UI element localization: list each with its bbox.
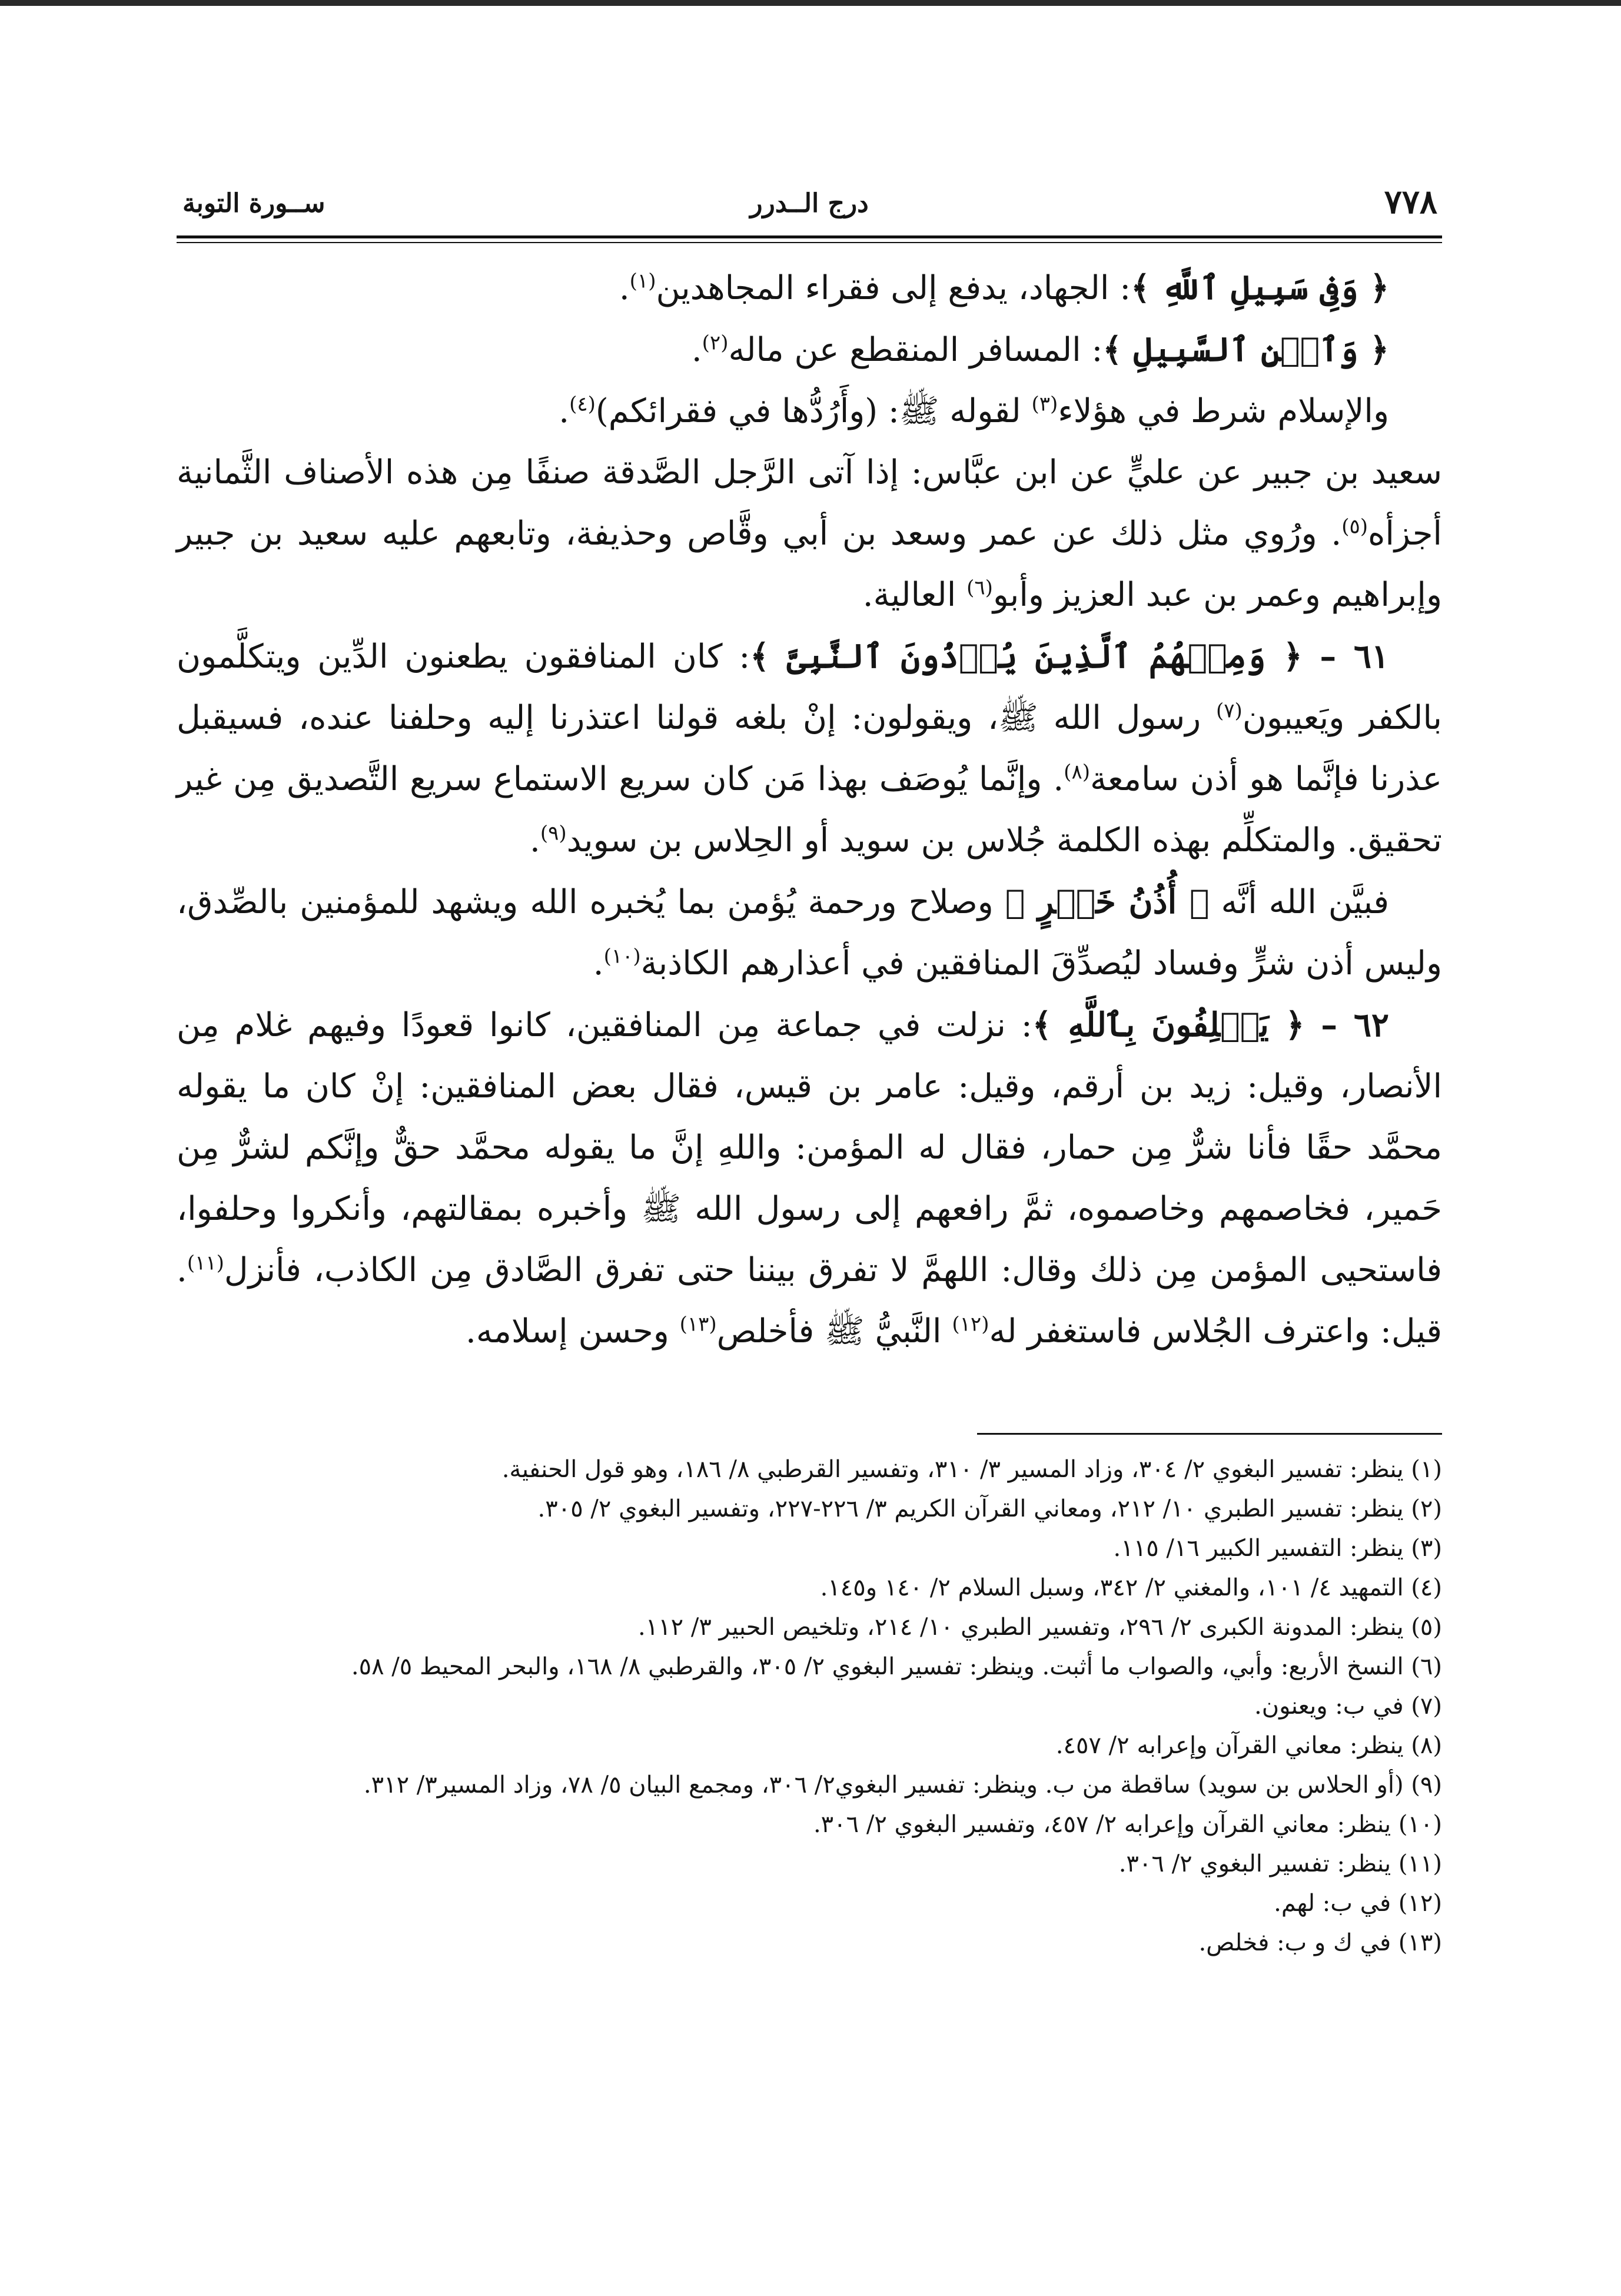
running-head xyxy=(177,177,1442,233)
footnote-item: (٧) في ب: ويعنون. xyxy=(1254,1693,1442,1720)
sentence-end: . xyxy=(530,821,540,860)
quran-verse: ﴿ يَحۡلِفُونَ بِٱللَّهِ ﴾ xyxy=(1032,1006,1305,1044)
commentary-text: العالية. xyxy=(862,576,967,614)
commentary-text: والإسلام شرط في هؤلاء xyxy=(1058,392,1389,430)
verse-number: ٦٢ – xyxy=(1304,1006,1389,1044)
paragraph-said-ibn-jubayr xyxy=(177,442,1442,626)
book-title: درج الــدرر xyxy=(750,188,869,218)
quran-verse: ﴿ وَٱبۡنِ ٱلسَّبِيلِ ﴾ xyxy=(1102,330,1389,369)
footnote-item: (١١) ينظر: تفسير البغوي ٢/ ٣٠٦. xyxy=(1118,1850,1442,1877)
book-page xyxy=(177,177,1442,2237)
footnote-item: (١٣) في ك و ب: فخلص. xyxy=(1198,1929,1442,1956)
quran-verse: ﴿ أُذُنُ خَيۡرٍ ﴾ xyxy=(1005,882,1210,921)
paragraph-verse-62 xyxy=(177,994,1442,1362)
footnote-ref: (٢) xyxy=(702,331,729,355)
commentary-text: وحسن إسلامه. xyxy=(466,1312,680,1351)
commentary-text: النَّبيُّ ﷺ فأخلص xyxy=(716,1312,952,1351)
footnote-item: (٣) ينظر: التفسير الكبير ١٦/ ١١٥. xyxy=(1113,1535,1442,1562)
footnote-separator xyxy=(977,1433,1442,1435)
commentary-text: . قيل: واعترف الجُلاس فاستغفر له xyxy=(177,1251,1442,1351)
paragraph-verse-61 xyxy=(177,626,1442,871)
footnote-ref: (٩) xyxy=(540,821,567,845)
page-number: ٧٧٨ xyxy=(1384,183,1437,221)
main-text xyxy=(177,257,1442,1362)
footnote-item: (١٢) في ب: لهم. xyxy=(1274,1890,1442,1917)
verse-number: ٦١ – xyxy=(1302,637,1389,676)
paragraph-fi-sabilillah xyxy=(177,257,1442,319)
footnote-item: (٨) ينظر: معاني القرآن وإعرابه ٢/ ٤٥٧. xyxy=(1055,1732,1442,1759)
footnote-ref: (١٢) xyxy=(952,1312,989,1336)
commentary-text: فبيَّن الله أنَّه xyxy=(1209,883,1390,921)
footnote-ref: (٦) xyxy=(966,576,993,600)
footnotes-list xyxy=(177,1450,1442,1963)
footnote-ref: (١١) xyxy=(187,1251,224,1275)
footnote-ref: (١) xyxy=(629,269,656,293)
paragraph-islam-condition xyxy=(177,381,1442,442)
header-rule xyxy=(177,235,1442,238)
footnote-item: (٩) (أو الحلاس بن سويد) ساقطة من ب. وينظر: تفسير البغوي٢/ ٣٠٦، ومجمع البيان ٥/ ٧٨، وزاد المسير٣/ ٣١٢. xyxy=(363,1771,1442,1799)
commentary-text: سعيد بن جبير عن عليٍّ عن ابن عبَّاس: إذا آتى الرَّجل الصَّدقة صنفًا مِن هذه الأصناف الثَّمانية أجزأه xyxy=(177,453,1442,553)
footnote-item: (٦) النسخ الأربع: وأبي، والصواب ما أثبت. وينظر: تفسير البغوي ٢/ ٣٠٥، والقرطبي ٨/ ١٦٨، والبحر المحيط ٥/ ٥٨. xyxy=(351,1653,1442,1680)
commentary-text: وصلاح ورحمة يُؤمن بما يُخبره الله ويشهد للمؤمنين بالصِّدق، وليس أذن شرٍّ وفساد ليُصدِّقَ المنافقين في أعذارهم الكاذبة xyxy=(177,883,1442,983)
footnote-ref: (٣) xyxy=(1031,392,1058,416)
footnote-item: (١) ينظر: تفسير البغوي ٢/ ٣٠٤، وزاد المسير ٣/ ٣١٠، وتفسير القرطبي ٨/ ١٨٦، وهو قول الحنفية. xyxy=(501,1456,1442,1483)
surah-title: ســورة التوبة xyxy=(182,188,325,218)
commentary-text: : كان المنافقون يطعنون الدِّين ويتكلَّمون بالكفر ويَعيبون xyxy=(177,638,1442,737)
footnote-ref: (٤) xyxy=(569,392,596,416)
sentence-end: . xyxy=(559,392,570,430)
footnote-ref: (٧) xyxy=(1216,699,1243,723)
footnote-item: (٢) ينظر: تفسير الطبري ١٠/ ٢١٢، ومعاني القرآن الكريم ٣/ ٢٢٦-٢٢٧، وتفسير البغوي ٢/ ٣٠٥. xyxy=(537,1495,1442,1522)
commentary-text: . ورُوي مثل ذلك عن عمر وسعد بن أبي وقَّاص وحذيفة، وتابعهم عليه سعيد بن جبير وإبراهيم وعمر بن عبد العزيز وأبو xyxy=(177,515,1442,614)
commentary-text: : المسافر المنقطع عن ماله xyxy=(728,331,1103,369)
footnote-item: (١٠) ينظر: معاني القرآن وإعرابه ٢/ ٤٥٧، وتفسير البغوي ٢/ ٣٠٦. xyxy=(813,1811,1442,1838)
paragraph-udhun-khayr xyxy=(177,871,1442,994)
footnote-ref: (١٠) xyxy=(603,944,641,968)
sentence-end: . xyxy=(593,944,604,983)
commentary-text: : نزلت في جماعة مِن المنافقين، كانوا قعودًا وفيهم غلام مِن الأنصار، وقيل: زيد بن أرقم، وقيل: عامر بن قيس، فقال بعض المنافقين: إنْ كان ما يقوله محمَّد حقًا فأنا شرٌّ مِن حمار، فقال له المؤمن: واللهِ إنَّ ما يقوله محمَّد حقٌّ وإنَّكم لشرٌّ مِن حَمير، فخاصمهم وخاصموه، ثمَّ رافعهم إلى رسول الله ﷺ وأخبره بمقالتهم، وأنكروا وحلفوا، فاستحيى المؤمن مِن ذلك وقال: اللهمَّ لا تفرق بيننا حتى تفرق الصَّادق مِن الكاذب، فأنزل xyxy=(177,1006,1442,1289)
commentary-text: . وإنَّما يُوصَف بهذا مَن كان سريع الاستماع سريع التَّصديق مِن غير تحقيق. والمتكلِّم بهذه الكلمة جُلاس بن سويد أو الحِلاس بن سويد xyxy=(177,760,1442,860)
quran-verse: ﴿ وَمِنۡهُمُ ٱلَّذِينَ يُؤۡذُونَ ٱلنَّبِىَّ ﴾ xyxy=(750,637,1303,676)
footnote-ref: (٥) xyxy=(1341,515,1368,539)
commentary-text: : الجهاد، يدفع إلى فقراء المجاهدين xyxy=(656,269,1131,307)
sentence-end: . xyxy=(691,331,702,369)
commentary-text: رسول الله ﷺ، ويقولون: إنْ بلغه قولنا اعتذرنا إليه وحلفنا عنده، فسيقبل عذرنا فإنَّما هو أذن سامعة xyxy=(177,699,1442,798)
commentary-text: لقوله ﷺ: (وأَرُدُّها في فقرائكم) xyxy=(595,392,1032,430)
footnote-item: (٤) التمهيد ٤/ ١٠١، والمغني ٢/ ٣٤٢، وسبل السلام ٢/ ١٤٠ و١٤٥. xyxy=(820,1574,1442,1601)
quran-verse: ﴿ وَفِى سَبِيلِ ٱللَّهِ ﴾ xyxy=(1131,268,1389,307)
footnote-ref: (٨) xyxy=(1064,760,1090,784)
footnote-ref: (١٣) xyxy=(679,1312,717,1336)
paragraph-ibn-sabil xyxy=(177,319,1442,381)
sentence-end: . xyxy=(619,269,630,307)
footnote-item: (٥) ينظر: المدونة الكبرى ٢/ ٢٩٦، وتفسير الطبري ١٠/ ٢١٤، وتلخيص الحبير ٣/ ١١٢. xyxy=(637,1614,1442,1641)
scan-edge xyxy=(0,0,1621,6)
header-rule-thin xyxy=(177,242,1442,243)
